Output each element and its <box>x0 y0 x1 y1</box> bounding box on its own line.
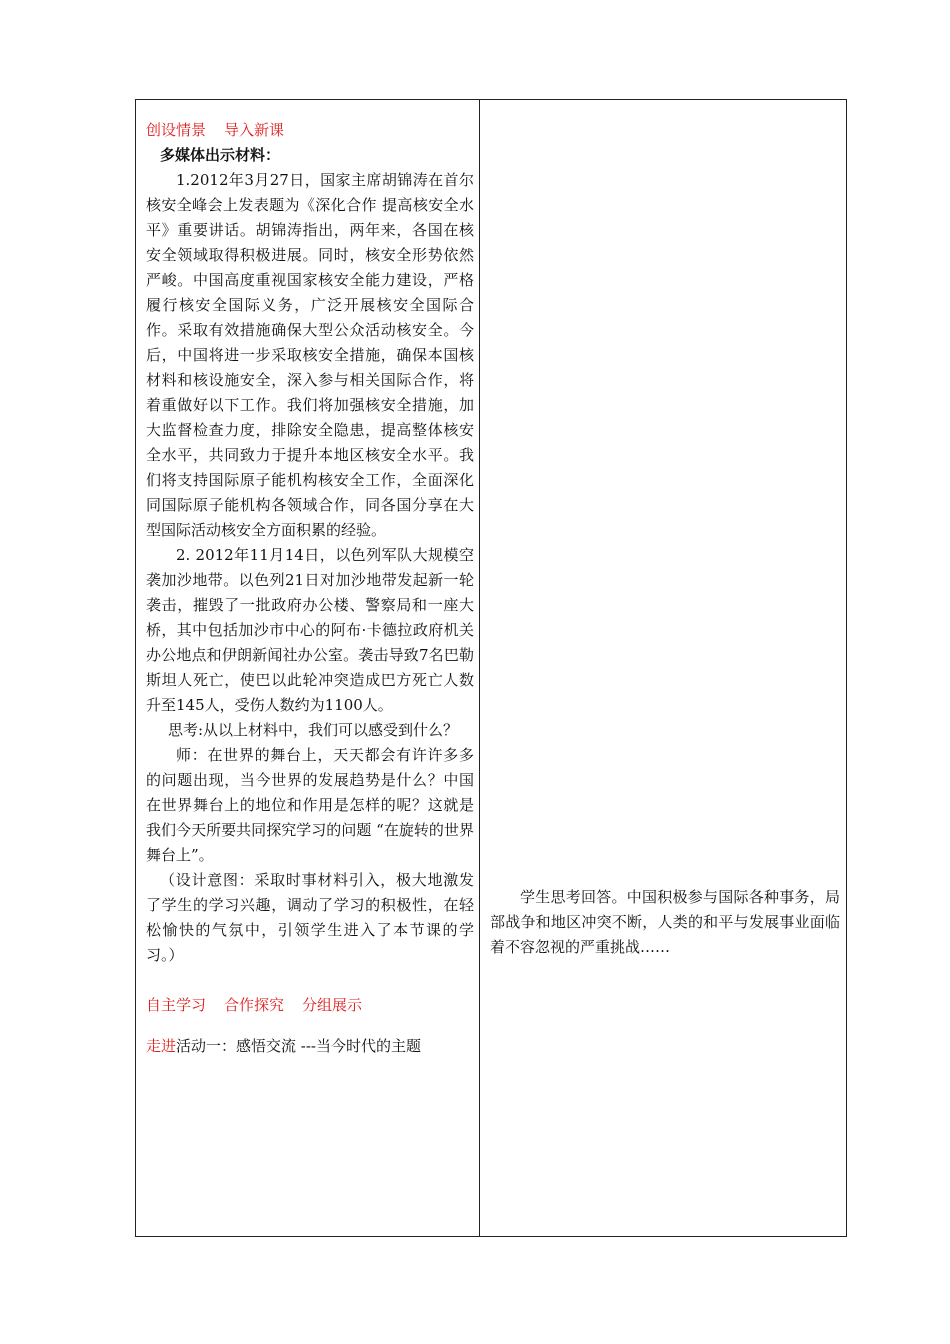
student-answer: 学生思考回答。中国积极参与国际各种事务，局部战争和地区冲突不断，人类的和平与发展事业面临着不容忽视的严重挑战…… <box>490 888 840 956</box>
think-question: 思考:从以上材料中，我们可以感受到什么？ <box>168 721 459 739</box>
material-1: 1.2012年3月27日，国家主席胡锦涛在首尔核安全峰会上发表题为《深化合作 提高核安全水平》重要讲话。胡锦涛指出，两年来，各国在核安全领域取得积极进展。同时，核安全形势依然严峻。中国高度重视国家核安全能力建设，严格履行核安全国际义务，广泛开展核安全国际合作。采取有效措施确保大型公众活动核安全。今后，中国将进一步采取核安全措施，确保本国核材料和核设施安全，深入参与相关国际合作，将着重做好以下工作。我们将加强核安全措施，加大监督检查力度，排除安全隐患，提高整体核安全水平，共同致力于提升本地区核安全水平。我们将支持国际原子能机构核安全工作，全面深化同国际原子能机构各领域合作，同各国分享在大型国际活动核安全方面积累的经验。 <box>146 171 474 539</box>
student-activity-column <box>490 885 840 960</box>
design-intent: （设计意图：采取时事材料引入，极大地激发了学生的学习兴趣，调动了学习的积极性，在轻松愉快的气氛中，引领学生进入了本节课的学习。） <box>146 871 474 964</box>
column-divider <box>479 100 480 1236</box>
teacher-remark: 师：在世界的舞台上，天天都会有许许多多的问题出现，当今世界的发展趋势是什么？中国在世界舞台上的地位和作用是怎样的呢？这就是我们今天所要共同探究学习的问题 “在旋转的世界舞台上”。 <box>146 746 474 864</box>
section-heading-intro <box>146 118 474 143</box>
activity-one <box>146 1034 474 1059</box>
lesson-table <box>135 99 847 1237</box>
heading-cooperate: 合作探究 <box>224 996 285 1014</box>
heading-group-show: 分组展示 <box>302 996 363 1014</box>
section-heading-study <box>146 993 474 1018</box>
activity-prefix: 走进 <box>146 1037 177 1055</box>
material-title: 多媒体出示材料： <box>160 146 281 164</box>
heading-new-lesson: 导入新课 <box>224 121 285 139</box>
material-2: 2. 2012年11月14日，以色列军队大规模空袭加沙地带。以色列21日对加沙地带发起新一轮袭击，摧毁了一批政府办公楼、警察局和一座大桥，其中包括加沙市中心的阿布·卡德拉政府机关办公地点和伊朗新闻社办公室。袭击导致7名巴勒斯坦人死亡，使巴以此轮冲突造成巴方死亡人数升至145人，受伤人数约为1100人。 <box>146 546 474 714</box>
heading-self-study: 自主学习 <box>146 996 207 1014</box>
teacher-activity-column <box>146 118 474 1059</box>
heading-scene: 创设情景 <box>146 121 207 139</box>
activity-text: 活动一：感悟交流 ---当今时代的主题 <box>176 1037 421 1055</box>
